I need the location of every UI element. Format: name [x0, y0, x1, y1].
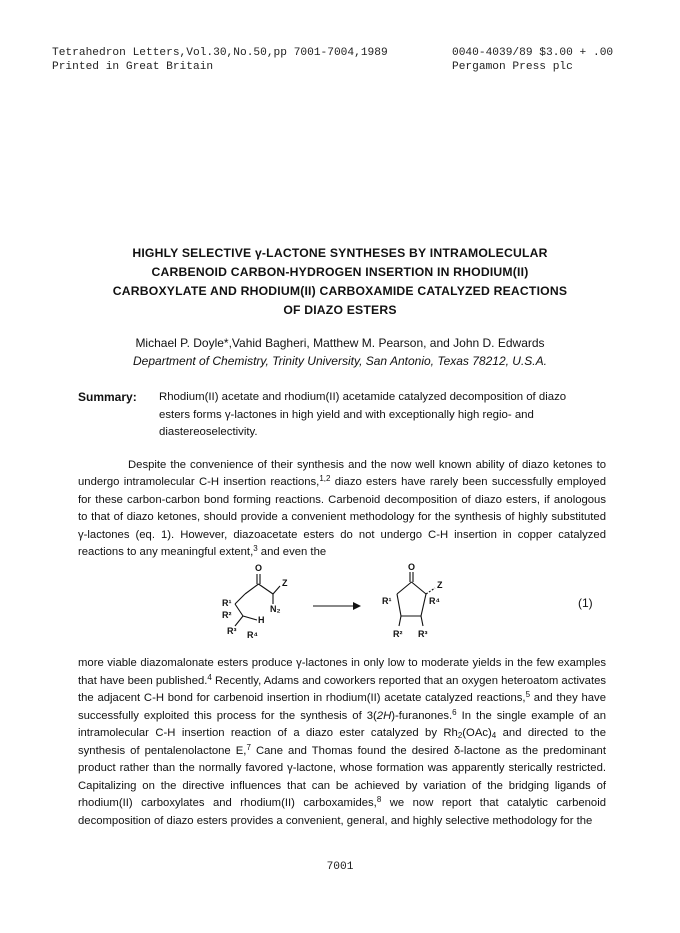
publisher: Pergamon Press plc [452, 61, 573, 73]
reactant-label: Z [282, 578, 288, 588]
reactant-label: H [258, 615, 265, 625]
text-run: In the single example of an intramolecular C-H insertion reaction of a diazo ester catalyzed by Rh [78, 709, 606, 739]
text-run: and they have successfully exploited this process for the synthesis of 3( [78, 692, 606, 722]
reference: 6 [452, 707, 457, 717]
text-run: and directed to the synthesis of pentalenolactone E, [78, 727, 606, 757]
reactant-label: R² [222, 610, 232, 620]
title-line-1: HIGHLY SELECTIVE γ-LACTONE SYNTHESES BY INTRAMOLECULAR [132, 246, 548, 260]
text-run: )-furanones. [391, 709, 453, 722]
price-code: 0040-4039/89 $3.00 + .00 [452, 47, 614, 59]
summary-line-3: diastereoselectivity. [159, 426, 258, 438]
text-run: Recently, Adams and coworkers reported that an oxygen heteroatom activates the adjacent C-H bond for carbenoid insertion in rhodium(II) acetate catalyzed reactions, [78, 674, 607, 704]
product-label: R² [393, 629, 403, 639]
text-run: we now report that catalytic carbenoid decomposition of diazo esters provides a convenient, general, and highly selective methodology for the [78, 797, 607, 827]
subscript: 4 [491, 731, 497, 740]
author-block [60, 334, 620, 370]
product-label: R³ [418, 629, 428, 639]
reference: 3 [253, 544, 258, 554]
text-run: (OAc) [462, 727, 492, 739]
text-run: Despite the convenience of their synthesis and the now well known ability of diazo ketones to undergo intramolecular C-H insertion reactions, [78, 459, 606, 489]
paragraph-2 [78, 655, 606, 830]
text-run: Cane and Thomas found the desired δ-lactone as the predominant product rather than the normally favored γ-lactone, whose formation was apparently sterically restricted. Capitalizing on the directive influences that can be achieved by variation of the bridging ligands of rhodium(II) carboxylates and rhodium(II) carboxamides, [78, 744, 606, 809]
paragraph-1 [78, 457, 606, 561]
printed-in: Printed in Great Britain [52, 61, 214, 73]
title-line-3: CARBOXYLATE AND RHODIUM(II) CARBOXAMIDE CATALYZED REACTIONS [112, 284, 568, 298]
reference: 4 [207, 672, 212, 682]
title-line-2: CARBENOID CARBON-HYDROGEN INSERTION IN RHODIUM(II) [151, 265, 529, 279]
title-line-4: OF DIAZO ESTERS [283, 303, 397, 317]
authors: Michael P. Doyle*,Vahid Bagheri, Matthew M. Pearson, and John D. Edwards [135, 336, 545, 350]
reaction-scheme [205, 562, 605, 646]
text-run: 2H [376, 709, 392, 722]
reference: 1,2 [319, 474, 331, 484]
article-title [60, 244, 620, 320]
equation-number: (1) [578, 596, 593, 610]
summary-label: Summary: [78, 390, 137, 404]
product-label: R⁴ [429, 596, 440, 606]
product-label: O [408, 562, 416, 572]
summary-text [159, 389, 603, 442]
reference: 7 [246, 742, 251, 752]
subscript: 2 [457, 731, 463, 740]
affiliation: Department of Chemistry, Trinity University, San Antonio, Texas 78212, U.S.A. [133, 354, 547, 368]
text-run: diazo esters have rarely been successfully employed for these carbon-carbon bond forming reactions. Carbenoid decomposition of diazo esters, if anologous to that of diazo ketones, should provide a convenient methodology for the synthesis of highly substituted γ-lactones (eq. 1). However, diazoacetate esters do not undergo C-H insertion in copper catalyzed reactions to any meaningful extent, [78, 476, 607, 559]
product-label: R¹ [382, 596, 392, 606]
text-run: and even the [257, 546, 327, 559]
reactant-label: R³ [227, 626, 237, 636]
reactant-label: R¹ [222, 598, 232, 608]
summary-line-1: Rhodium(II) acetate and rhodium(II) acetamide catalyzed decomposition of diazo [159, 391, 567, 403]
journal-citation: Tetrahedron Letters,Vol.30,No.50,pp 7001-7004,1989 [52, 47, 388, 59]
reference: 8 [376, 795, 382, 804]
text-run: more viable diazomalonate esters produce γ-lactones in only low to moderate yields in the few examples that have been published. [78, 657, 606, 687]
page-number: 7001 [326, 861, 354, 873]
reactant-label: R⁴ [247, 630, 258, 640]
reference: 5 [525, 690, 531, 699]
summary-line-2: esters forms γ-lactones in high yield and with exceptionally high regio- and [159, 408, 534, 421]
product-label: Z [437, 580, 443, 590]
reactant-label: O [255, 563, 263, 573]
reactant-label: N₂ [270, 604, 281, 614]
